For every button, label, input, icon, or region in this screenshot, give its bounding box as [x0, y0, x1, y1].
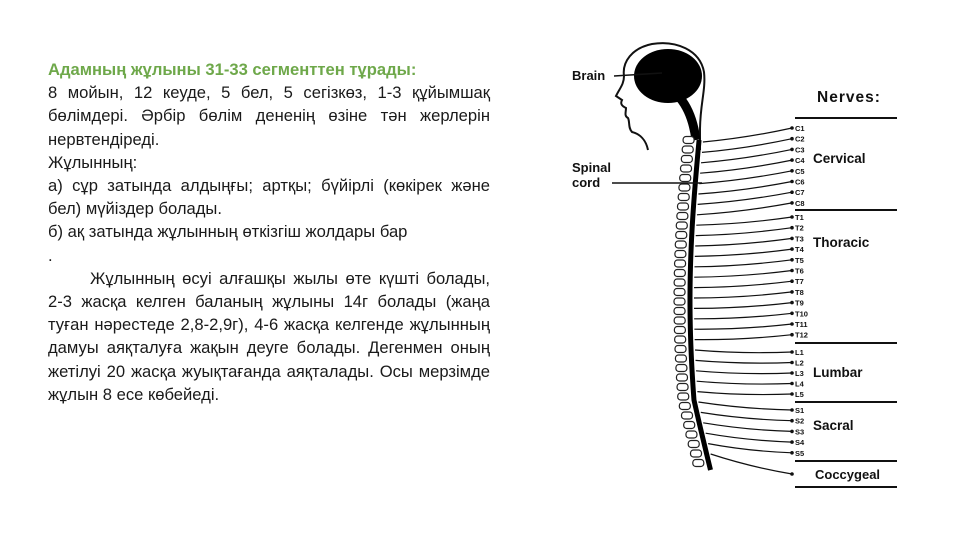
- nerve-line: [694, 313, 792, 319]
- nerve-label-t4: T4: [795, 245, 804, 255]
- vertebra: [674, 279, 685, 286]
- vertebra: [679, 184, 690, 191]
- nerve-line: [696, 217, 792, 225]
- nerve-label-s5: S5: [795, 448, 805, 458]
- nerve-end: [790, 237, 794, 241]
- vertebra: [675, 251, 686, 258]
- paragraph-segments: 8 мойын, 12 кеуде, 5 бел, 5 сегізкөз, 1-3 құйымшақ бөлімдері. Әрбір бөлім дененің өзіне тән жерлерін нервтендіреді.: [48, 83, 490, 149]
- nerve-label-t7: T7: [795, 277, 804, 287]
- vertebra: [674, 327, 685, 334]
- nerve-end: [790, 226, 794, 230]
- vertebra: [681, 412, 692, 419]
- nerve-line: [694, 324, 792, 329]
- spinal-cord: [690, 140, 711, 470]
- nerve-label-c3: C3: [795, 145, 805, 155]
- vertebra: [680, 175, 691, 182]
- vertebra: [682, 146, 693, 153]
- brain: [634, 49, 702, 103]
- nerve-line: [698, 192, 792, 204]
- nerve-line: [695, 350, 792, 353]
- nerve-line: [694, 271, 792, 278]
- nerve-label-c5: C5: [795, 166, 805, 176]
- nerve-line: [699, 171, 792, 184]
- nerve-labels: [795, 118, 897, 487]
- nerve-lines: [694, 126, 794, 476]
- vertebra: [675, 336, 686, 343]
- vertebra: [674, 308, 685, 315]
- paragraph-label: Жұлынның:: [48, 152, 138, 172]
- nerve-label-s2: S2: [795, 416, 805, 426]
- nerve-end: [790, 137, 794, 141]
- nerve-line: [695, 238, 792, 246]
- nerve-label-c1: C1: [795, 124, 805, 133]
- vertebra: [678, 203, 689, 210]
- nerve-label-s4: S4: [795, 438, 805, 448]
- brain-label: Brain: [572, 68, 606, 83]
- nerve-line: [703, 423, 792, 432]
- vertebra: [674, 270, 685, 277]
- nerve-end: [790, 169, 794, 173]
- vertebra: [677, 384, 688, 391]
- nerve-end: [790, 419, 794, 423]
- nerve-line: [698, 402, 792, 410]
- nerve-line: [706, 433, 792, 442]
- nerve-line: [695, 249, 792, 256]
- nerve-end: [790, 201, 794, 205]
- vertebra: [678, 194, 689, 201]
- nerve-line: [694, 303, 792, 309]
- nerve-line: [697, 392, 792, 395]
- nerve-line: [694, 260, 792, 267]
- nerve-line: [698, 182, 792, 195]
- group-label-sacral: Sacral: [813, 418, 854, 433]
- nerve-label-t11: T11: [795, 320, 808, 329]
- nerve-end: [790, 180, 794, 184]
- nerve-line: [697, 203, 792, 215]
- nerve-end: [790, 190, 794, 194]
- nerve-label-l4: L4: [795, 379, 804, 389]
- nerve-label-l5: L5: [795, 390, 804, 399]
- nerve-end: [790, 382, 794, 386]
- vertebra: [679, 403, 690, 410]
- vertebra: [681, 165, 692, 172]
- nerve-end: [790, 279, 794, 283]
- nerve-line: [708, 444, 792, 453]
- nerve-label-c8: C8: [795, 198, 805, 208]
- nerve-label-t6: T6: [795, 266, 804, 276]
- heading: Адамның жұлыны 31-33 сегменттен тұрады:: [48, 60, 417, 79]
- nerve-end: [790, 430, 794, 434]
- nerve-line: [701, 412, 792, 420]
- vertebra: [688, 441, 699, 448]
- head-silhouette: [616, 43, 704, 150]
- nerve-end: [790, 312, 794, 316]
- paragraph-period: .: [48, 245, 53, 265]
- vertebra: [676, 232, 687, 239]
- spinal-label-line2: cord: [572, 175, 601, 190]
- nerve-line: [696, 228, 792, 236]
- nerve-end: [790, 269, 794, 273]
- vertebra: [674, 317, 685, 324]
- nerve-label-t5: T5: [795, 255, 804, 265]
- vertebra: [676, 222, 687, 229]
- nerve-line: [694, 281, 792, 287]
- nerve-line: [697, 381, 792, 384]
- nerve-end: [790, 472, 794, 476]
- nerve-label-s3: S3: [795, 427, 805, 437]
- nerve-end: [790, 126, 794, 130]
- nerve-line: [711, 454, 792, 474]
- group-label-coccygeal: Coccygeal: [815, 467, 881, 482]
- nerve-end: [790, 258, 794, 262]
- group-label-lumbar: Lumbar: [813, 365, 863, 380]
- nerve-end: [790, 350, 794, 354]
- vertebra: [678, 393, 689, 400]
- group-label-cervical: Cervical: [813, 151, 866, 166]
- vertebra: [675, 346, 686, 353]
- vertebra: [677, 213, 688, 220]
- vertebra: [681, 156, 692, 163]
- nerve-end: [790, 408, 794, 412]
- nerve-label-l2: L2: [795, 358, 804, 368]
- nerve-end: [790, 148, 794, 152]
- nerve-line: [703, 128, 792, 142]
- vertebra: [686, 431, 697, 438]
- nerve-label-c4: C4: [795, 156, 805, 166]
- nerve-label-t9: T9: [795, 298, 804, 308]
- nerve-label-t8: T8: [795, 287, 804, 297]
- nerve-end: [790, 440, 794, 444]
- nerve-line: [694, 292, 792, 298]
- vertebra: [684, 422, 695, 429]
- paragraph-white-matter: б) ақ затында жұлынның өткізгіш жолдары бар: [48, 222, 408, 242]
- nerve-label-l3: L3: [795, 369, 804, 378]
- spinal-label-line1: Spinal: [572, 160, 612, 175]
- nerve-label-t1: T1: [795, 213, 804, 222]
- nerve-line: [696, 371, 792, 374]
- nerve-line: [696, 360, 792, 363]
- nerve-end: [790, 301, 794, 305]
- vertebra: [691, 450, 702, 457]
- nerve-end: [790, 247, 794, 251]
- nerve-label-l1: L1: [795, 348, 804, 357]
- nerve-end: [790, 290, 794, 294]
- nerve-label-c2: C2: [795, 134, 805, 144]
- paragraph-growth: Жұлынның өсуі алғашқы жылы өте күшті болады, 2-3 жасқа келген баланың жұлыны 14г болады (жаңа туған нәрестеде 2,8-2,9г), 4-6 жасқа келгенде жұлынның дамуы аяқталуға жақын деуге болады. Дегенмен оның жетілуі 20 жасқа жуықтағанда аяқталады. Осы мерзімде жұлын 8 есе көбейеді.: [48, 268, 490, 404]
- nerve-label-s1: S1: [795, 406, 805, 415]
- vertebra: [676, 374, 687, 381]
- paragraph-grey-matter: а) сұр затында алдыңғы; артқы; бүйірлі (көкірек және бел) мүйіздер болады.: [48, 176, 490, 219]
- nerves-title: Nerves:: [817, 89, 881, 106]
- vertebra: [674, 298, 685, 305]
- nerve-end: [790, 158, 794, 162]
- vertebra: [674, 289, 685, 296]
- nerve-end: [790, 322, 794, 326]
- nerve-label-c7: C7: [795, 188, 805, 198]
- nerve-end: [790, 451, 794, 455]
- nerve-end: [790, 392, 794, 396]
- vertebra: [675, 355, 686, 362]
- spine: [674, 137, 710, 471]
- nerve-label-t10: T10: [795, 309, 808, 319]
- nerve-line: [695, 335, 792, 340]
- nerve-end: [790, 333, 794, 337]
- nerve-label-c6: C6: [795, 177, 805, 187]
- nerve-label-t12: T12: [795, 330, 808, 340]
- vertebra: [675, 260, 686, 267]
- vertebra: [683, 137, 694, 144]
- nerve-end: [790, 215, 794, 219]
- nerve-label-t3: T3: [795, 234, 804, 244]
- vertebra: [675, 241, 686, 248]
- nerve-label-t2: T2: [795, 223, 804, 233]
- group-label-thoracic: Thoracic: [813, 235, 870, 250]
- nerve-end: [790, 371, 794, 375]
- vertebra: [693, 460, 704, 467]
- vertebra: [676, 365, 687, 372]
- nerve-end: [790, 361, 794, 365]
